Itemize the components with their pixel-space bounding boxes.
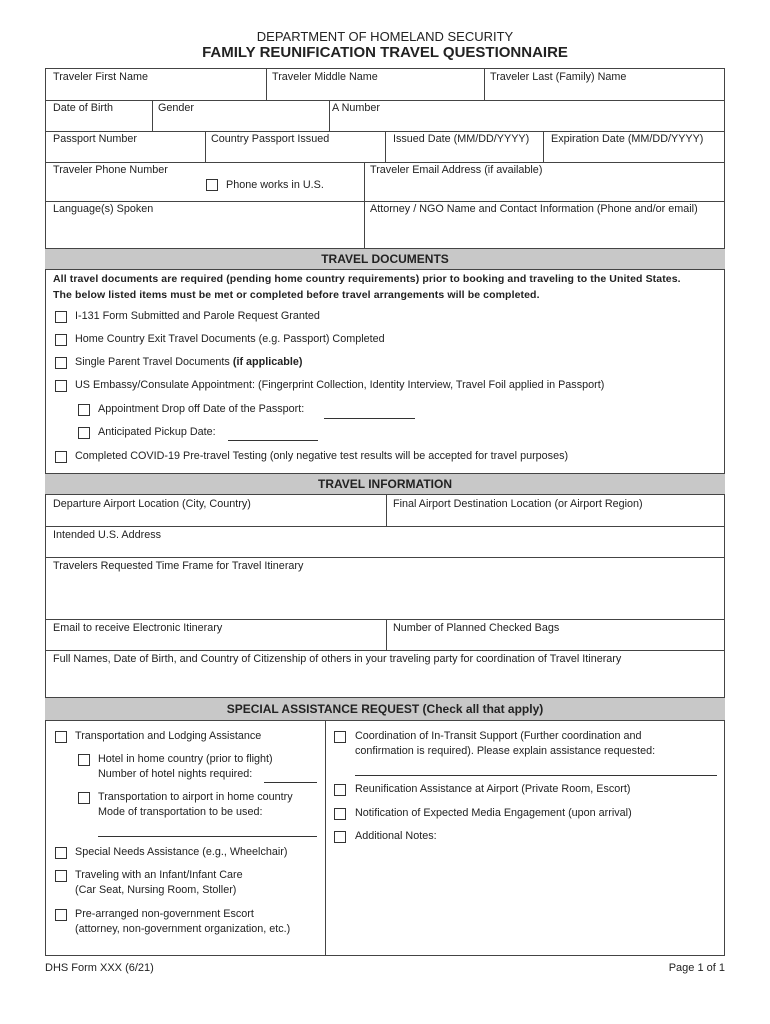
drop-off-label: Appointment Drop off Date of the Passport: xyxy=(98,403,305,415)
drop-off-checkbox[interactable] xyxy=(78,404,90,416)
if-applicable-text: (if applicable) xyxy=(232,356,303,368)
hotel-label-1: Hotel in home country (prior to flight) xyxy=(98,753,273,765)
traveling-party-field[interactable]: Full Names, Date of Birth, and Country of Citizenship of others in your traveling party for coordination of Travel Itinerary xyxy=(53,653,622,665)
languages-field[interactable]: Language(s) Spoken xyxy=(53,203,154,215)
transport-airport-label-2: Mode of transportation to be used: xyxy=(98,806,263,818)
transport-mode-line[interactable] xyxy=(98,836,317,837)
escort-checkbox[interactable] xyxy=(55,909,67,921)
covid-checkbox[interactable] xyxy=(55,451,67,463)
department-heading: DEPARTMENT OF HOMELAND SECURITY xyxy=(256,29,514,44)
us-address-field[interactable]: Intended U.S. Address xyxy=(53,529,162,541)
in-transit-label-1: Coordination of In-Transit Support (Further coordination and xyxy=(355,730,642,742)
transport-airport-label-1: Transportation to airport in home country xyxy=(98,791,293,803)
travel-documents-note-1: All travel documents are required (pending home country requirements) prior to booking and traveling to the United States. xyxy=(53,273,681,285)
first-name-field[interactable]: Traveler First Name xyxy=(53,71,148,83)
middle-name-field[interactable]: Traveler Middle Name xyxy=(272,71,378,83)
covid-label: Completed COVID-19 Pre-travel Testing (only negative test results will be accepted for travel purposes) xyxy=(75,450,569,462)
in-transit-explain-line[interactable] xyxy=(355,775,717,776)
itinerary-email-field[interactable]: Email to receive Electronic Itinerary xyxy=(53,622,223,634)
exit-documents-checkbox[interactable] xyxy=(55,334,67,346)
infant-care-label-1: Traveling with an Infant/Infant Care xyxy=(75,869,243,881)
expiration-date-field[interactable]: Expiration Date (MM/DD/YYYY) xyxy=(551,133,704,145)
pickup-label: Anticipated Pickup Date: xyxy=(98,426,216,438)
additional-notes-label: Additional Notes: xyxy=(355,830,437,842)
exit-documents-label: Home Country Exit Travel Documents (e.g. Passport) Completed xyxy=(75,333,385,345)
time-frame-field[interactable]: Travelers Requested Time Frame for Travel Itinerary xyxy=(53,560,304,572)
hotel-nights-line[interactable] xyxy=(264,782,317,783)
hotel-label-2: Number of hotel nights required: xyxy=(98,768,253,780)
departure-field[interactable]: Departure Airport Location (City, Country) xyxy=(53,498,251,510)
checked-bags-field[interactable]: Number of Planned Checked Bags xyxy=(393,622,560,634)
drop-off-date-line[interactable] xyxy=(324,418,415,419)
form-number: DHS Form XXX (6/21) xyxy=(45,962,154,974)
additional-notes-checkbox[interactable] xyxy=(334,831,346,843)
reunification-label: Reunification Assistance at Airport (Private Room, Escort) xyxy=(355,783,631,795)
special-needs-label: Special Needs Assistance (e.g., Wheelchair) xyxy=(75,846,288,858)
escort-label-2: (attorney, non-government organization, etc.) xyxy=(75,923,291,935)
page-number: Page 1 of 1 xyxy=(668,962,725,974)
single-parent-checkbox[interactable] xyxy=(55,357,67,369)
media-checkbox[interactable] xyxy=(334,808,346,820)
reunification-checkbox[interactable] xyxy=(334,784,346,796)
special-assistance-heading: SPECIAL ASSISTANCE REQUEST (Check all that apply) xyxy=(45,697,725,721)
final-destination-field[interactable]: Final Airport Destination Location (or Airport Region) xyxy=(393,498,643,510)
a-number-field[interactable]: A Number xyxy=(332,102,381,114)
i131-label: I-131 Form Submitted and Parole Request Granted xyxy=(75,310,320,322)
email-field[interactable]: Traveler Email Address (if available) xyxy=(370,164,543,176)
transport-airport-checkbox[interactable] xyxy=(78,792,90,804)
phone-field[interactable]: Traveler Phone Number xyxy=(53,164,168,176)
special-needs-checkbox[interactable] xyxy=(55,847,67,859)
gender-field[interactable]: Gender xyxy=(158,102,195,114)
media-label: Notification of Expected Media Engagement (upon arrival) xyxy=(355,807,632,819)
phone-us-checkbox[interactable] xyxy=(206,179,218,191)
infant-care-checkbox[interactable] xyxy=(55,870,67,882)
single-parent-text: Single Parent Travel Documents xyxy=(75,356,233,368)
travel-documents-note-2: The below listed items must be met or completed before travel arrangements will be completed. xyxy=(53,289,540,301)
last-name-field[interactable]: Traveler Last (Family) Name xyxy=(490,71,627,83)
in-transit-checkbox[interactable] xyxy=(334,731,346,743)
transport-lodging-checkbox[interactable] xyxy=(55,731,67,743)
in-transit-label-2: confirmation is required). Please explain assistance requested: xyxy=(355,745,656,757)
embassy-label: US Embassy/Consulate Appointment: (Fingerprint Collection, Identity Interview, Travel Foil applied in Passport) xyxy=(75,379,605,391)
i131-checkbox[interactable] xyxy=(55,311,67,323)
attorney-field[interactable]: Attorney / NGO Name and Contact Information (Phone and/or email) xyxy=(370,203,698,215)
single-parent-label xyxy=(75,355,302,370)
travel-documents-heading: TRAVEL DOCUMENTS xyxy=(45,248,725,270)
transport-lodging-label: Transportation and Lodging Assistance xyxy=(75,730,262,742)
embassy-checkbox[interactable] xyxy=(55,380,67,392)
dob-field[interactable]: Date of Birth xyxy=(53,102,114,114)
pickup-date-line[interactable] xyxy=(228,440,318,441)
form-title: FAMILY REUNIFICATION TRAVEL QUESTIONNAIRE xyxy=(202,44,568,61)
issued-date-field[interactable]: Issued Date (MM/DD/YYYY) xyxy=(393,133,530,145)
pickup-checkbox[interactable] xyxy=(78,427,90,439)
travel-information-heading: TRAVEL INFORMATION xyxy=(45,473,725,495)
hotel-checkbox[interactable] xyxy=(78,754,90,766)
phone-us-label: Phone works in U.S. xyxy=(226,179,324,191)
escort-label-1: Pre-arranged non-government Escort xyxy=(75,908,254,920)
infant-care-label-2: (Car Seat, Nursing Room, Stoller) xyxy=(75,884,237,896)
passport-number-field[interactable]: Passport Number xyxy=(53,133,138,145)
country-passport-field[interactable]: Country Passport Issued xyxy=(211,133,330,145)
